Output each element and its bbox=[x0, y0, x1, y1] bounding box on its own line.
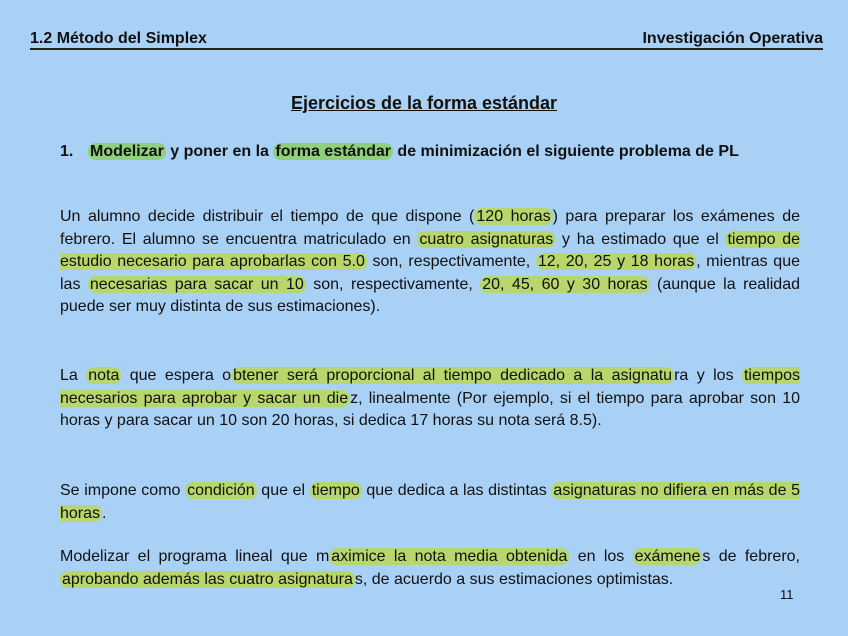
text-segment: y ha estimado que el bbox=[555, 230, 726, 248]
slide-header bbox=[30, 28, 823, 50]
text-segment: que espera o bbox=[121, 367, 232, 384]
text-segment: en los bbox=[569, 548, 633, 565]
text-segment: de minimización el siguiente problema de PL bbox=[392, 143, 739, 160]
highlighted-text: condición bbox=[187, 482, 255, 499]
paragraph-grade-rule bbox=[60, 365, 800, 433]
text-segment: que el bbox=[256, 482, 310, 499]
text-segment: , mientras que las bbox=[60, 253, 800, 293]
highlighted-text: tiempos necesarios para aprobar y sacar un die bbox=[60, 367, 801, 407]
page-number: 11 bbox=[780, 587, 794, 602]
text-segment: son, respectivamente, bbox=[305, 275, 481, 293]
exercise-number: 1. bbox=[60, 143, 74, 160]
exercise-text bbox=[88, 141, 820, 163]
highlighted-text: aprobando además las cuatro asignatura bbox=[62, 570, 353, 588]
text-segment: z, linealmente (Por ejemplo, si el tiempo para aprobar son 10 horas y para sacar un 10 son 20 horas, si dedica 17 horas su nota será 8.5). bbox=[60, 389, 800, 430]
text-segment: Modelizar el programa lineal que m bbox=[60, 548, 330, 565]
highlighted-text: tiempo bbox=[311, 482, 360, 499]
highlighted-text: aximice la nota media obtenida bbox=[331, 548, 568, 565]
text-segment: s, de acuerdo a sus estimaciones optimistas. bbox=[354, 570, 674, 588]
highlighted-text: exámene bbox=[634, 548, 701, 565]
text-segment: Se impone como bbox=[60, 482, 186, 499]
highlighted-text: forma estándar bbox=[275, 143, 391, 160]
text-segment: ) para preparar los exámenes de febrero. El alumno se encuentra matriculado en bbox=[60, 208, 801, 248]
highlighted-text: cuatro asignaturas bbox=[419, 230, 554, 248]
text-segment: (aunque la realidad puede ser muy distinta de sus estimaciones). bbox=[60, 275, 800, 316]
exercise-statement bbox=[60, 141, 820, 163]
paragraph-objective bbox=[60, 546, 800, 591]
text-segment: La bbox=[60, 367, 87, 384]
page-title: Ejercicios de la forma estándar bbox=[290, 93, 558, 113]
text-segment: que dedica a las distintas bbox=[361, 482, 552, 499]
highlighted-text: Modelizar bbox=[90, 143, 164, 160]
text-segment: s de febrero, bbox=[702, 548, 801, 565]
header-section-title: 1.2 Método del Simplex bbox=[30, 30, 207, 47]
highlighted-text: necesarias para sacar un 10 bbox=[89, 275, 304, 293]
highlighted-text: 12, 20, 25 y 18 horas bbox=[537, 253, 695, 271]
paragraph-condition bbox=[60, 480, 800, 525]
paragraph-problem-data bbox=[60, 206, 800, 319]
highlighted-text: tiempo de estudio necesario para aprobarlas con 5.0 bbox=[60, 230, 801, 271]
highlighted-text: 20, 45, 60 y 30 horas bbox=[482, 275, 648, 293]
highlighted-text: 120 horas bbox=[476, 208, 551, 225]
text-segment: Un alumno decide distribuir el tiempo de que dispone ( bbox=[60, 208, 475, 225]
text-segment: . bbox=[102, 504, 107, 522]
text-segment: y poner en la bbox=[165, 143, 274, 160]
text-segment: son, respectivamente, bbox=[366, 253, 536, 271]
highlighted-text: nota bbox=[88, 367, 120, 384]
highlighted-text: btener será proporcional al tiempo dedicado a la asignatu bbox=[233, 367, 673, 384]
header-course-title: Investigación Operativa bbox=[642, 30, 823, 47]
text-segment: ra y los bbox=[674, 367, 742, 384]
highlighted-text: asignaturas no difiera en más de 5 horas bbox=[60, 482, 801, 522]
